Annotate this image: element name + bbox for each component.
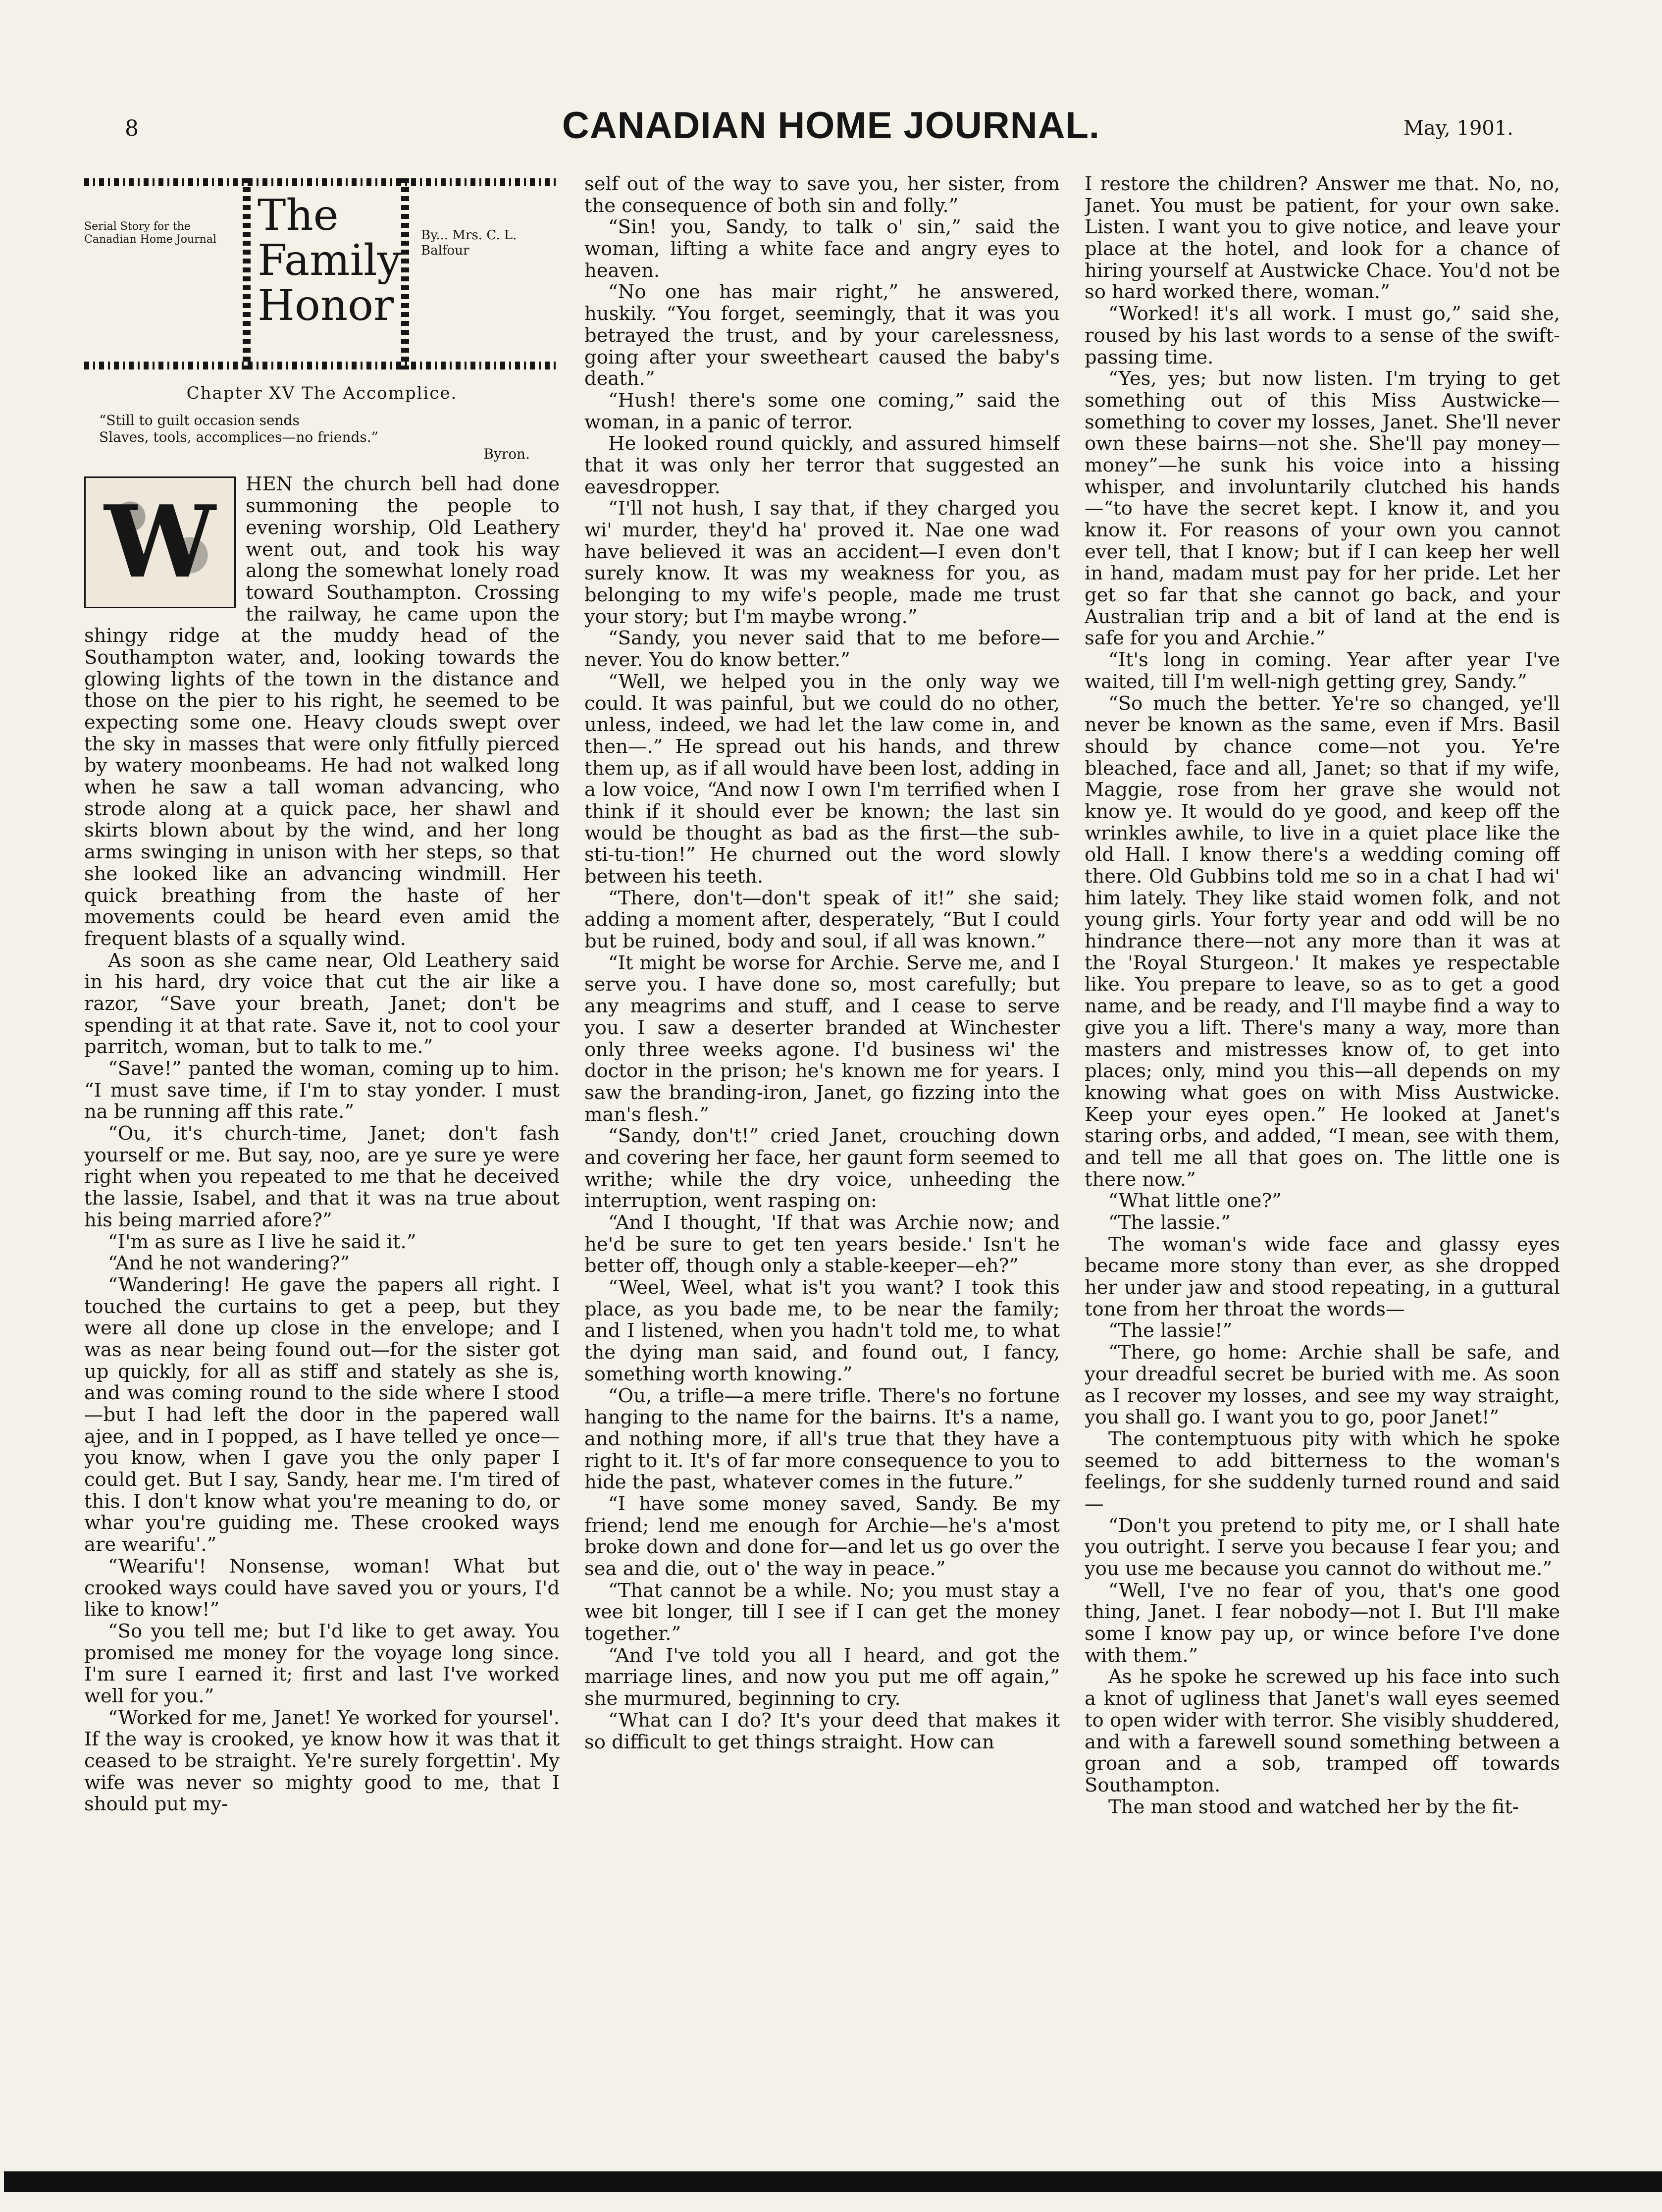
paragraph: “Well, we helped you in the only way we could. It was painful, but we could do no other, unless, indeed, we had let the law come in, and then—.” He spread out his hands, and threw them up, as if all would have been lost, adding in a low voice, “And now I own I'm terrified when I think if it should ever be known; the last sin would be thought as bad as the first—the sub-sti-tu-tion!” He churned out the word slowly between his teeth. bbox=[584, 670, 1060, 888]
paragraph: “And I've told you all I heard, and got the marriage lines, and now you put me off again,” she murmured, beginning to cry. bbox=[584, 1644, 1060, 1710]
journal-title: CANADIAN HOME JOURNAL. bbox=[562, 105, 1100, 147]
paragraph: “Wearifu'! Nonsense, woman! What but crooked ways could have saved you or yours, I'd like to know!” bbox=[84, 1555, 560, 1621]
epigraph bbox=[99, 412, 560, 463]
chapter-heading: Chapter XV The Accomplice. bbox=[186, 383, 458, 403]
paragraph: “Ou, a trifle—a mere trifle. There's no fortune hanging to the name for the bairns. It's a name, and nothing more, if all's true that they have a right to it. It's of far more consequence to you to hide the past, whatever comes in the future.” bbox=[584, 1384, 1060, 1494]
paragraph: “So much the better. Ye're so changed, ye'll never be known as the same, even if Mrs. Basil should by chance come—not you. Ye're bleached, face and all, Janet; so that if my wife, Maggie, rose from her grave she would not know ye. It would do ye good, and keep off the wrinkles awhile, to live in a quiet place like the old Hall. I know there's a wedding coming off there. Old Gubbins told me so in a chat I had wi' him lately. They like staid women folk, and not young girls. Your forty year and odd will be no hindrance there—not any more than it was at the 'Royal Sturgeon.' It makes ye respectable like. You prepare to leave, so as to get a good name, and be ready, and I'll maybe find a way to give you a lift. There's many a way, more than masters and mistresses know of, to get into places; only, mind you this—all depends on my knowing what goes on with Miss Austwicke. Keep your eyes open.” He looked at Janet's staring orbs, and added, “I mean, see with them, and tell me all that goes on. The little one is there now.” bbox=[1085, 692, 1560, 1191]
paragraph: He looked round quickly, and assured himself that it was only her terror that suggested an eavesdropper. bbox=[584, 432, 1060, 498]
paragraph: “It's long in coming. Year after year I've waited, till I'm well-nigh getting grey, Sandy.” bbox=[1085, 649, 1560, 693]
ornament-border-bottom bbox=[84, 362, 560, 369]
paragraph: “Sin! you, Sandy, to talk o' sin,” said the woman, lifting a white face and angry eyes to heaven. bbox=[584, 216, 1060, 282]
page-number: 8 bbox=[125, 116, 139, 141]
paragraph: “Worked! it's all work. I must go,” said she, roused by his last words to a sense of the swift-passing time. bbox=[1085, 303, 1560, 369]
paragraph: “I'm as sure as I live he said it.” bbox=[108, 1230, 416, 1253]
paragraph: “The lassie!” bbox=[1108, 1319, 1233, 1342]
paragraph: “There, don't—don't speak of it!” she said; adding a moment after, desperately, “But I could but be ruined, body and soul, if all was known.” bbox=[584, 887, 1060, 953]
issue-date: May, 1901. bbox=[1403, 117, 1513, 140]
bottom-border-rule bbox=[4, 2171, 1662, 2192]
opening-section bbox=[84, 474, 560, 949]
paragraph: “I have some money saved, Sandy. Be my friend; lend me enough for Archie—he's a'most broke down and done for—and let us go over the sea and die, out o' the way in peace.” bbox=[584, 1492, 1060, 1580]
paragraph: “Sandy, you never said that to me before—never. You do know better.” bbox=[584, 627, 1060, 672]
story-title-line: Honor bbox=[258, 281, 394, 331]
paragraph: The man stood and watched her by the fit- bbox=[1108, 1795, 1519, 1818]
epigraph-line: Slaves, tools, accomplices—no friends.” bbox=[99, 429, 379, 446]
ornament-border-left bbox=[243, 178, 251, 369]
story-title-block bbox=[84, 173, 560, 371]
paragraph: As soon as she came near, Old Leathery said in his hard, dry voice that cut the air like a razor, “Save your breath, Janet; don't be spending it at that rate. Save it, not to cool your parritch, woman, but to talk to me.” bbox=[84, 949, 560, 1058]
paragraph: “Wandering! He gave the papers all right. I touched the curtains to get a peep, but they were all done up close in the envelope; and I was as near being found out—for the sister got up quickly, for all as stiff and stately as she is, and was coming round to the side where I stood—but I had left the door in the papered wall ajee, and in I popped, as I have telled ye once—you know, when I gave you the only paper I could get. But I say, Sandy, hear me. I'm tired of this. I don't know what you're meaning to do, or whar you're guiding me. These crooked ways are wearifu'.” bbox=[84, 1273, 560, 1556]
paragraph: “Worked for me, Janet! Ye worked for yoursel'. If the way is crooked, ye know how it was that it ceased to be straight. Ye're surely forgettin'. My wife was never so mighty good to me, that I should put my- bbox=[84, 1706, 560, 1816]
paragraph: “Don't you pretend to pity me, or I shall hate you outright. I serve you because I fear you; and you use me because you cannot do without me.” bbox=[1085, 1514, 1560, 1580]
author-byline: By... Mrs. C. L. Balfour bbox=[421, 228, 517, 259]
column-3 bbox=[1085, 173, 1560, 2115]
paragraph: “Save!” panted the woman, coming up to him. “I must save time, if I'm to stay yonder. I must na be running aff this rate.” bbox=[84, 1057, 560, 1123]
epigraph-attribution: Byron. bbox=[483, 446, 530, 463]
paragraph: The contemptuous pity with which he spoke seemed to add bitterness to the woman's feelings, for she suddenly turned round and said— bbox=[1085, 1427, 1560, 1515]
column-2 bbox=[584, 173, 1060, 2115]
epigraph-line: “Still to guilt occasion sends bbox=[99, 412, 300, 428]
paragraph: “So you tell me; but I'd like to get away. You promised me money for the voyage long since. I'm sure I earned it; first and last I've worked well for you.” bbox=[84, 1620, 560, 1707]
illustrated-drop-cap: W bbox=[84, 476, 236, 608]
paragraph: “That cannot be a while. No; you must stay a wee bit longer, till I see if I can get the money together.” bbox=[584, 1579, 1060, 1645]
paragraph: I restore the children? Answer me that. No, no, Janet. You must be patient, for your own sake. Listen. I want you to give notice, and leave your place at the hotel, and look for a chance of hiring yourself at Austwicke Chace. You'd not be so hard worked there, woman.” bbox=[1085, 173, 1560, 304]
paragraph: “What little one?” bbox=[1108, 1190, 1282, 1212]
paragraph: “And I thought, 'If that was Archie now; and he'd be sure to get ten years beside.' Isn't he better off, though only a stable-keeper—eh?” bbox=[584, 1211, 1060, 1277]
paragraph: HEN the church bell had done summoning the people to evening worship, Old Leathery went out, and took his way along the somewhat lonely road toward Southampton. Crossing the railway, he came upon the shingy ridge at the muddy head of the Southampton water, and, looking towards the glowing lights of the town in the distance and those on the pier to his right, he seemed to be expecting some one. Heavy clouds swept over the sky in masses that were only fitfully pierced by watery moonbeams. He had not walked long when he saw a tall woman advancing, who strode along at a quick pace, her shawl and skirts blown about by the wind, and her long arms swinging in unison with her steps, so that she looked like an advancing windmill. Her quick breathing from the haste of her movements could be heard even amid the frequent blasts of a squally wind. bbox=[84, 474, 560, 950]
story-title-line: Family bbox=[258, 236, 402, 286]
paragraph: “The lassie.” bbox=[1108, 1211, 1231, 1234]
paragraph: “What can I do? It's your deed that makes it so difficult to get things straight. How can bbox=[584, 1709, 1060, 1753]
paragraph: The woman's wide face and glassy eyes became more stony than ever, as she dropped her under jaw and stood repeating, in a guttural tone from her throat the words— bbox=[1085, 1233, 1560, 1320]
series-note: Serial Story for the Canadian Home Journal bbox=[84, 220, 217, 246]
paragraph: “It might be worse for Archie. Serve me, and I serve you. I have done so, most carefully; but any meagrims and stuff, and I cease to serve you. I saw a deserter branded at Winchester only three weeks agone. I'd business wi' the doctor in the prison; he's known me for years. I saw the branding-iron, Janet, go fizzing into the man's flesh.” bbox=[584, 951, 1060, 1126]
story-title bbox=[258, 191, 402, 331]
paragraph: “Ou, it's church-time, Janet; don't fash yourself or me. But say, noo, are ye sure ye were right when you repeated to me that he deceived the lassie, Isabel, and that it was na true about his being married afore?” bbox=[84, 1122, 560, 1231]
ornament-border-right bbox=[401, 178, 409, 369]
story-title-line: The bbox=[258, 191, 339, 240]
paragraph: “I'll not hush, I say that, if they charged you wi' murder, they'd ha' proved it. Nae one wad have believed it was an accident—I even don't surely know. It was my weakness for you, as belonging to my wife's people, made me trust your story; but I'm maybe wrong.” bbox=[584, 497, 1060, 628]
paragraph: “Hush! there's some one coming,” said the woman, in a panic of terror. bbox=[584, 389, 1060, 433]
paragraph: “Weel, Weel, what is't you want? I took this place, as you bade me, to be near the family; and I listened, when you hadn't told me, to what the dying man said, and found out, I fancy, something worth knowing.” bbox=[584, 1276, 1060, 1385]
paragraph: “No one has mair right,” he answered, huskily. “You forget, seemingly, that it was you betrayed the trust, and by your carelessness, going after your sweetheart caused the baby's death.” bbox=[584, 281, 1060, 390]
paragraph: self out of the way to save you, her sister, from the consequence of both sin and folly.” bbox=[584, 173, 1060, 217]
ornament-border-top bbox=[84, 178, 560, 186]
paragraph: As he spoke he screwed up his face into such a knot of ugliness that Janet's wall eyes seemed to open wider with terror. She visibly shuddered, and with a farewell sound something between a groan and a sob, tramped off towards Southampton. bbox=[1085, 1666, 1560, 1796]
paragraph: “Well, I've no fear of you, that's one good thing, Janet. I fear nobody—not I. But I'll make some I know pay up, or wince before I've done with them.” bbox=[1085, 1579, 1560, 1667]
paragraph: “And he not wandering?” bbox=[108, 1252, 350, 1275]
paragraph: “Yes, yes; but now listen. I'm trying to get something out of this Miss Austwicke—something to cover my losses, Janet. She'll never own these bairns—not she. She'll pay money—money”—he sunk his voice into a hissing whisper, and involuntarily clutched his hands—“to have the secret kept. I know it, and you know it. For reasons of your own you cannot ever tell, that I know; but if I can keep her well in hand, madam must pay for her pride. Let her get so far that she cannot go back, and your Australian trip and a bit of land at the end is safe for you and Archie.” bbox=[1085, 368, 1560, 650]
paragraph: “There, go home: Archie shall be safe, and your dreadful secret be buried with me. As soon as I recover my losses, and see my way straight, you shall go. I want you to go, poor Janet!” bbox=[1085, 1341, 1560, 1429]
paragraph: “Sandy, don't!” cried Janet, crouching down and covering her face, her gaunt form seemed to writhe; while the dry voice, unheeding the interruption, went rasping on: bbox=[584, 1125, 1060, 1212]
column-1 bbox=[84, 173, 560, 2115]
